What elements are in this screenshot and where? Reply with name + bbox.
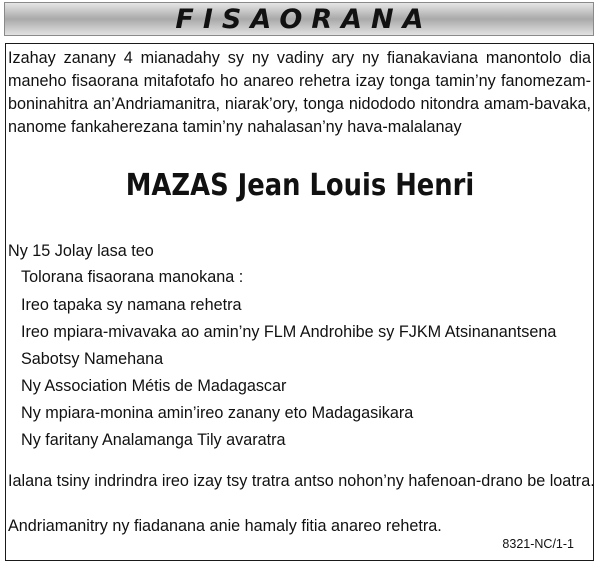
blessing-line: Andriamanitry ny fiadanana anie hamaly fitia anareo rehetra. <box>8 517 442 535</box>
thanks-item: Ny faritany Analamanga Tily avaratra <box>21 431 286 449</box>
intro-paragraph: Izahay zanany 4 mianadahy sy ny vadiny ary ny fianakaviana manontolo dia maneho fisaorana mitafotafo ho anareo rehetra izay tonga tamin’ny fanomezam-boninahitra an’Andriamanitra, niarak’ory, tonga nidododo nitondra amam-bavaka, nanome fankaherezana tamin’ny nahalasan’ny hava-malalanay <box>8 49 591 136</box>
date-line: Ny 15 Jolay lasa teo <box>8 242 154 260</box>
thanks-item: Ny mpiara-monina amin’ireo zanany eto Madagasikara <box>21 404 414 422</box>
apology-line: Ialana tsiny indrindra ireo izay tsy tratra antso nohon’ny hafenoan-drano be loatra. <box>8 472 595 490</box>
deceased-name: MAZAS Jean Louis Henri <box>125 168 475 203</box>
thanks-item: Sabotsy Namehana <box>21 350 164 368</box>
thanks-list <box>21 292 556 454</box>
thanks-item: Ireo mpiara-mivavaka ao amin’ny FLM Androhibe sy FJKM Atsinanantsena <box>21 323 557 341</box>
notice-title: FISAORANA <box>175 3 433 35</box>
thanks-item: Ny Association Métis de Madagascar <box>21 377 287 395</box>
thanks-intro: Tolorana fisaorana manokana : <box>21 268 244 286</box>
thanks-item: Ireo tapaka sy namana rehetra <box>21 296 242 314</box>
header-banner <box>4 2 594 36</box>
reference-code: 8321-NC/1-1 <box>502 537 574 551</box>
